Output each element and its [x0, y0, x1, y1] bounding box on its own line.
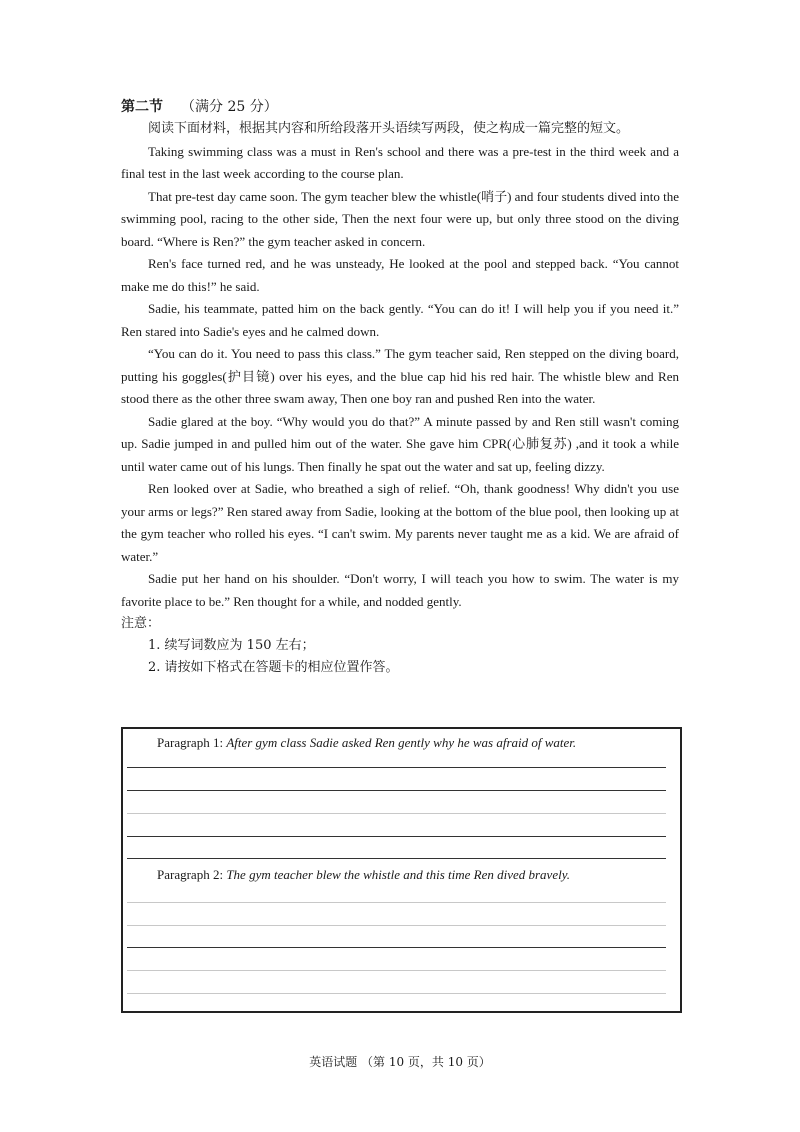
story-paragraph: Sadie put her hand on his shoulder. “Don't worry, I will teach you how to swim. The water is my favorite place to be.” Ren thought for a while, and nodded gently. — [121, 571, 679, 609]
paragraph2-label — [157, 867, 570, 883]
story-paragraph: Taking swimming class was a must in Ren's school and there was a pre-test in the third week and a final test in the last week according to the course plan. — [121, 143, 679, 181]
answer-line[interactable] — [127, 858, 666, 859]
answer-line[interactable] — [127, 947, 666, 948]
story-paragraph: Sadie, his teammate, patted him on the back gently. “You can do it! I will help you if you need it.” Ren stared into Sadie's eyes and he calmed down. — [121, 301, 679, 339]
story-paragraph: Ren looked over at Sadie, who breathed a sigh of relief. “Oh, thank goodness! Why didn't you use your arms or legs?” Ren stared away from Sadie, looking at the bottom of the blue pool, then looking up at the gym teacher who rolled his eyes. “I can't swim. My parents never taught me as a kid. We are afraid of water.” — [121, 481, 679, 564]
answer-line[interactable] — [127, 813, 666, 814]
instruction-text: 阅读下面材料，根据其内容和所给段落开头语续写两段，使之构成一篇完整的短文。 — [148, 121, 630, 136]
answer-line[interactable] — [127, 993, 666, 994]
story-paragraph: Sadie glared at the boy. “Why would you do that?” A minute passed by and Ren still wasn't coming up. Sadie jumped in and pulled him out of the water. She gave him CPR(心肺复苏) ,and it took a while until water came out of his lungs. Then finally he spat out the water and sat up, feeling dizzy. — [121, 413, 679, 474]
section-title: 第二节 — [121, 99, 163, 115]
content-area — [121, 96, 679, 679]
answer-line[interactable] — [127, 970, 666, 971]
answer-line[interactable] — [127, 790, 666, 791]
section-score: （满分 25 分） — [181, 99, 278, 115]
story-paragraph: “You can do it. You need to pass this class.” The gym teacher said, Ren stepped on the diving board, putting his goggles(护目镜) over his eyes, and the blue cap hid his red hair. The whistle blew and Ren stood there as the other three swam away, Then one boy ran and pushed Ren into the water. — [121, 346, 679, 406]
notes-title: 注意： — [121, 616, 161, 631]
note-item: 1. 续写词数应为 150 左右； — [148, 638, 315, 653]
answer-line[interactable] — [127, 925, 666, 926]
answer-box — [121, 727, 682, 1013]
story-paragraph: That pre-test day came soon. The gym teacher blew the whistle(哨子) and four students dived into the swimming pool, racing to the other side, Then the next four were up, but only three stood on the diving board. “Where is Ren?” the gym teacher asked in concern. — [121, 188, 679, 249]
note-item: 2. 请按如下格式在答题卡的相应位置作答。 — [148, 660, 399, 675]
answer-line[interactable] — [127, 836, 666, 837]
paragraph1-lead: Paragraph 1: — [157, 735, 227, 750]
answer-line[interactable] — [127, 767, 666, 768]
page-footer: 英语试题 （第 10 页，共 10 页） — [309, 1055, 491, 1069]
paragraph1-text: After gym class Sadie asked Ren gently why he was afraid of water. — [226, 735, 577, 750]
section-heading — [121, 96, 679, 118]
paragraph2-text: The gym teacher blew the whistle and this time Ren dived bravely. — [226, 867, 571, 882]
paragraph2-lead: Paragraph 2: — [157, 867, 227, 882]
paragraph1-label — [157, 735, 576, 751]
answer-line[interactable] — [127, 902, 666, 903]
story-paragraph: Ren's face turned red, and he was unsteady, He looked at the pool and stepped back. “You cannot make me do this!” he said. — [121, 256, 679, 294]
